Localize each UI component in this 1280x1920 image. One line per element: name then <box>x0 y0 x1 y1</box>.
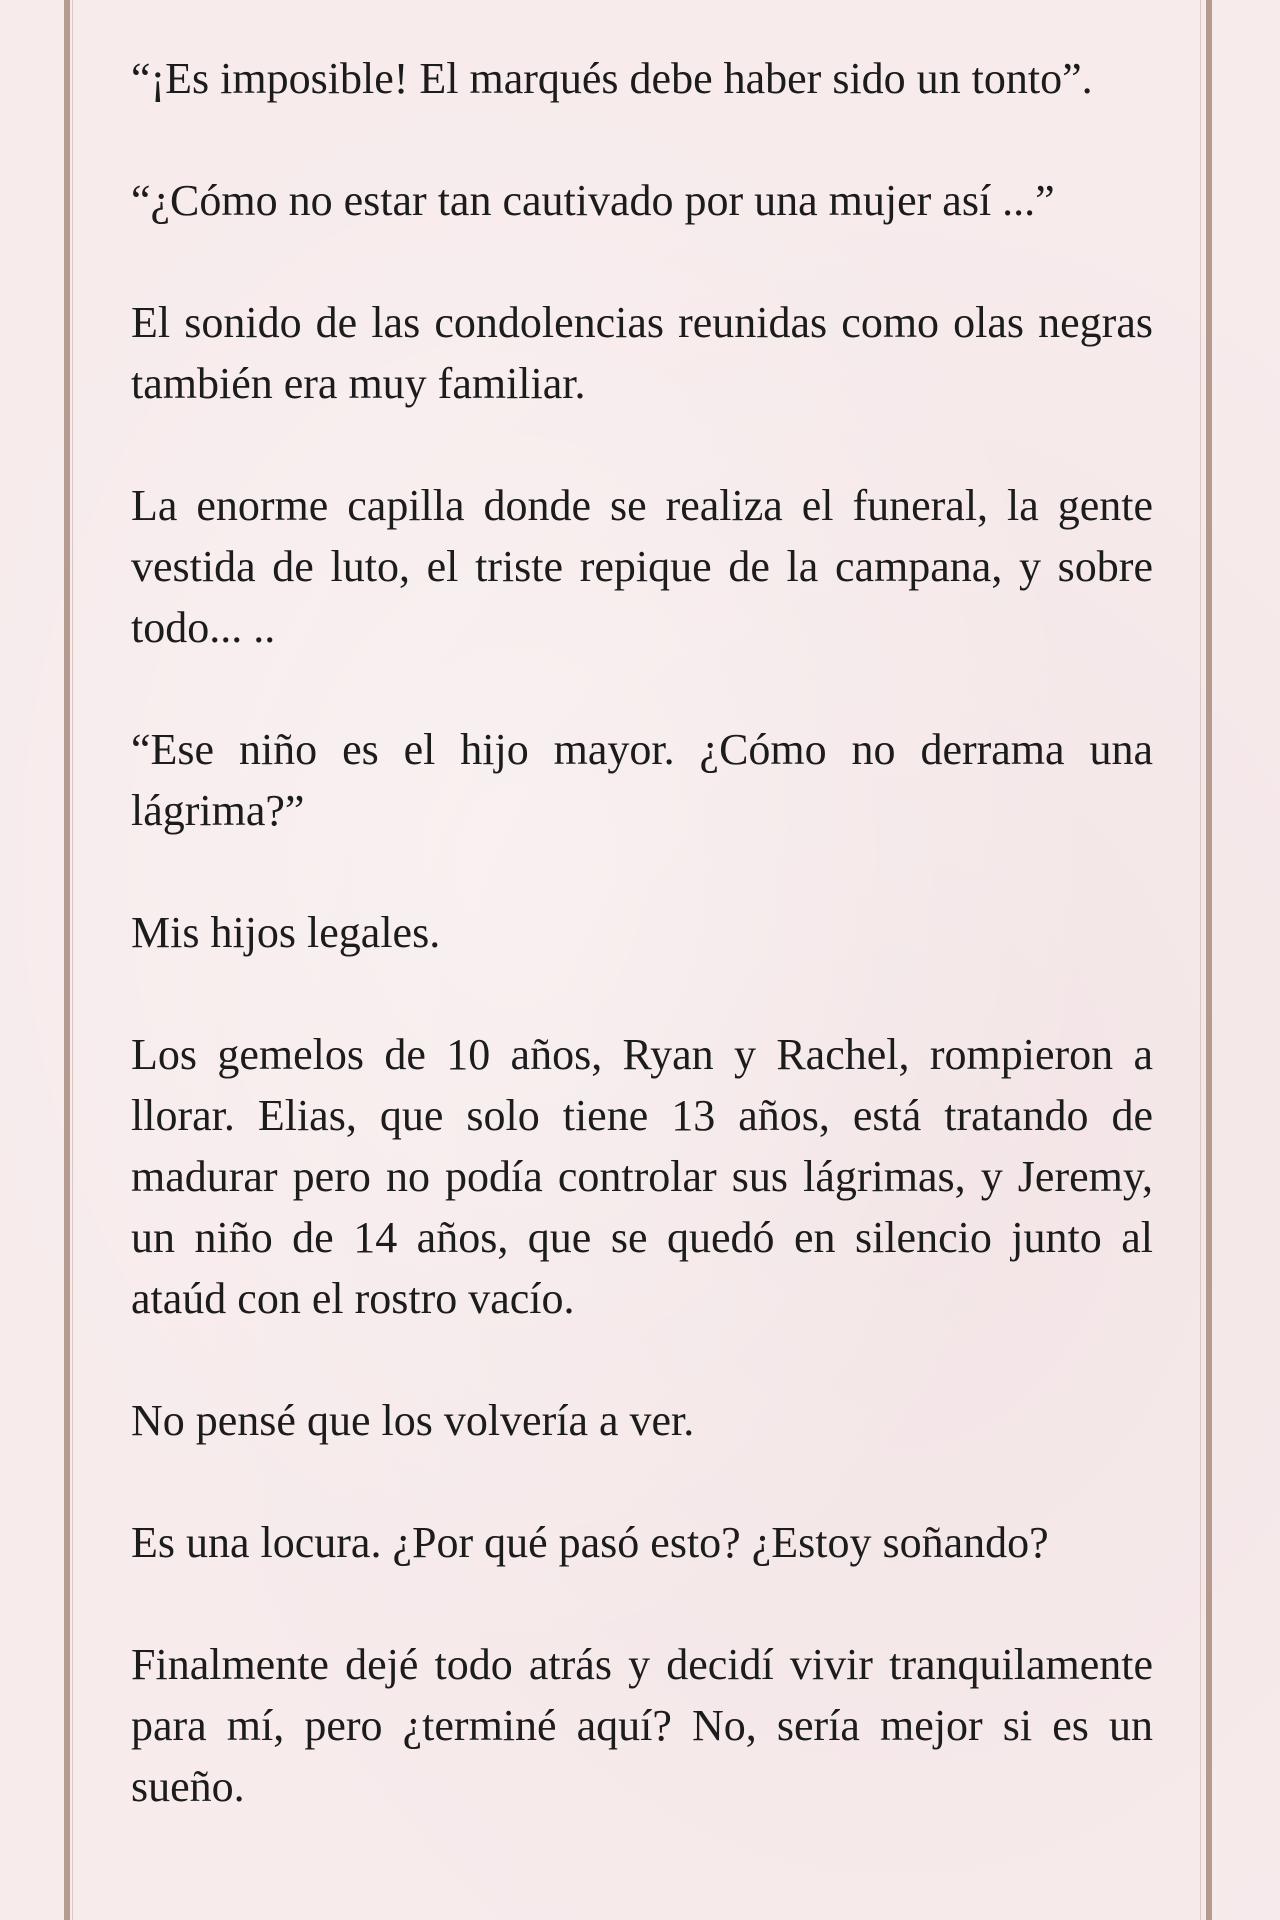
right-frame-border <box>1206 0 1212 1920</box>
paragraph-6: Mis hijos legales. <box>131 908 441 957</box>
left-frame-border <box>64 0 70 1920</box>
paragraph-2: “¿Cómo no estar tan cautivado por una mujer así ...” <box>131 176 1055 225</box>
paragraph-5: “Ese niño es el hijo mayor. ¿Cómo no derrama una lágrima?” <box>131 725 1153 835</box>
paragraph-3: El sonido de las condolencias reunidas como olas negras también era muy familiar. <box>131 298 1153 408</box>
paragraph-9: Es una locura. ¿Por qué pasó esto? ¿Estoy soñando? <box>131 1518 1049 1567</box>
paragraph-10: Finalmente dejé todo atrás y decidí vivir tranquilamente para mí, pero ¿terminé aquí? No, sería mejor si es un sueño. <box>131 1640 1153 1811</box>
paragraph-1: “¡Es imposible! El marqués debe haber sido un tonto”. <box>131 54 1093 103</box>
paragraph-8: No pensé que los volvería a ver. <box>131 1396 695 1445</box>
left-frame-inner-line <box>72 0 73 1920</box>
paragraph-7: Los gemelos de 10 años, Ryan y Rachel, rompieron a llorar. Elias, que solo tiene 13 años, está tratando de madurar pero no podía controlar sus lágrimas, y Jeremy, un niño de 14 años, que se quedó en silencio junto al ataúd con el rostro vacío. <box>131 1030 1153 1323</box>
right-frame-inner-line <box>1200 0 1201 1920</box>
story-text-column <box>131 48 1153 1817</box>
paragraph-4: La enorme capilla donde se realiza el funeral, la gente vestida de luto, el triste repique de la campana, y sobre todo... .. <box>131 481 1153 652</box>
